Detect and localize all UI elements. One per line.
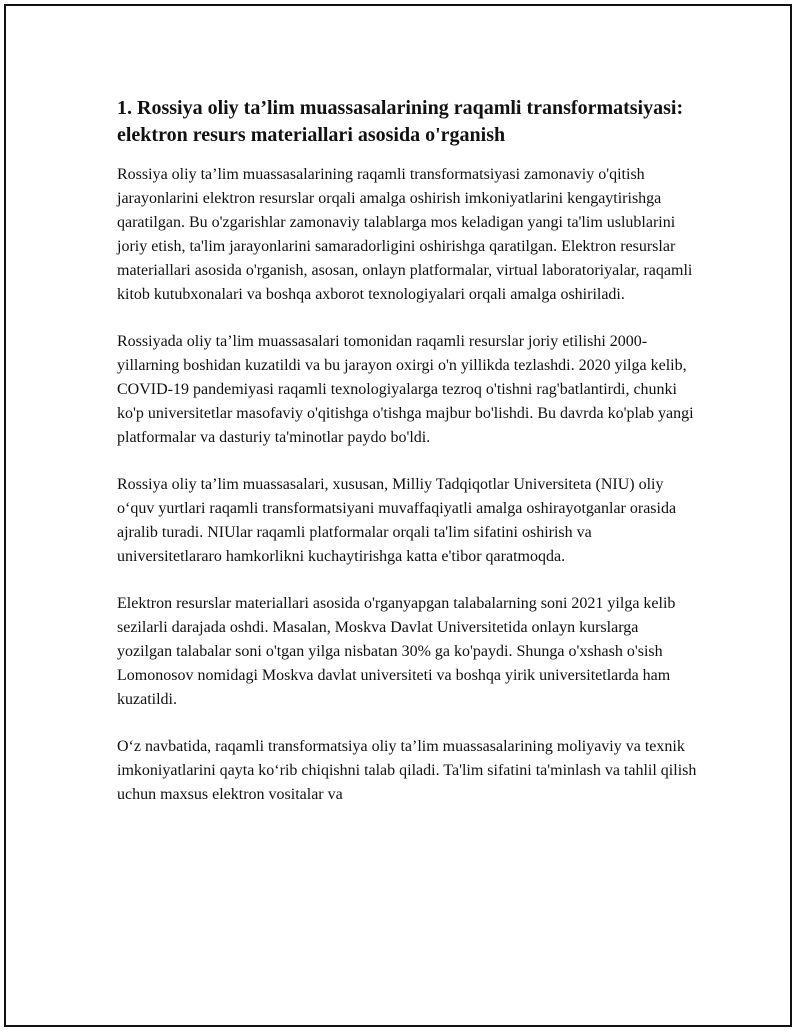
paragraph-4: Elektron resurslar materiallari asosida o'rganyapgan talabalarning soni 2021 yilga kelib sezilarli darajada oshdi. Masalan, Moskva Davlat Universitetida onlayn kurslarga yozilgan talabalar soni o'tgan yilga nisbatan 30% ga ko'paydi. Shunga o'xshash o'sish Lomonosov nomidagi Moskva davlat universiteti va boshqa yirik universitetlarda ham kuzatildi. (117, 595, 676, 708)
paragraph-5: O‘z navbatida, raqamli transformatsiya oliy ta’lim muassasalarining moliyaviy va texnik imkoniyatlarini qayta ko‘rib chiqishni talab qiladi. Ta'lim sifatini ta'minlash va tahlil qilish uchun maxsus elektron vositalar va (117, 738, 697, 803)
document-body (117, 95, 697, 830)
paragraph-2: Rossiyada oliy ta’lim muassasalari tomonidan raqamli resurslar joriy etilishi 2000-yillarning boshidan kuzatildi va bu jarayon oxirgi o'n yillikda tezlashdi. 2020 yilga kelib, COVID-19 pandemiyasi raqamli texnologiyalarga tezroq o'tishni rag'batlantirdi, chunki ko'p universitetlar masofaviy o'qitishga o'tishga majbur bo'lishdi. Bu davrda ko'plab yangi platformalar va dasturiy ta'minotlar paydo bo'ldi. (117, 333, 694, 446)
section-heading: 1. Rossiya oliy ta’lim muassasalarining raqamli transformatsiyasi: elektron resurs materiallari asosida o'rganish (117, 97, 684, 146)
paragraph-3: Rossiya oliy ta’lim muassasalari, xususan, Milliy Tadqiqotlar Universiteta (NIU) oliy o‘quv yurtlari raqamli transformatsiyani muvaffaqiyatli amalga oshirayotganlar orasida ajralib turadi. NIUlar raqamli platformalar orqali ta'lim sifatini oshirish va universitetlararo hamkorlikni kuchaytirishga katta e'tibor qaratmoqda. (117, 476, 677, 565)
paragraph-1: Rossiya oliy ta’lim muassasalarining raqamli transformatsiyasi zamonaviy o'qitish jarayonlarini elektron resurslar orqali amalga oshirish imkoniyatlarini kengaytirishga qaratilgan. Bu o'zgarishlar zamonaviy talablarga mos keladigan yangi ta'lim uslublarini joriy etish, ta'lim jarayonlarini samaradorligini oshirishga qaratilgan. Elektron resurslar materiallari asosida o'rganish, asosan, onlayn platformalar, virtual laboratoriyalar, raqamli kitob kutubxonalari va boshqa axborot texnologiyalari orqali amalga oshiriladi. (117, 166, 693, 303)
